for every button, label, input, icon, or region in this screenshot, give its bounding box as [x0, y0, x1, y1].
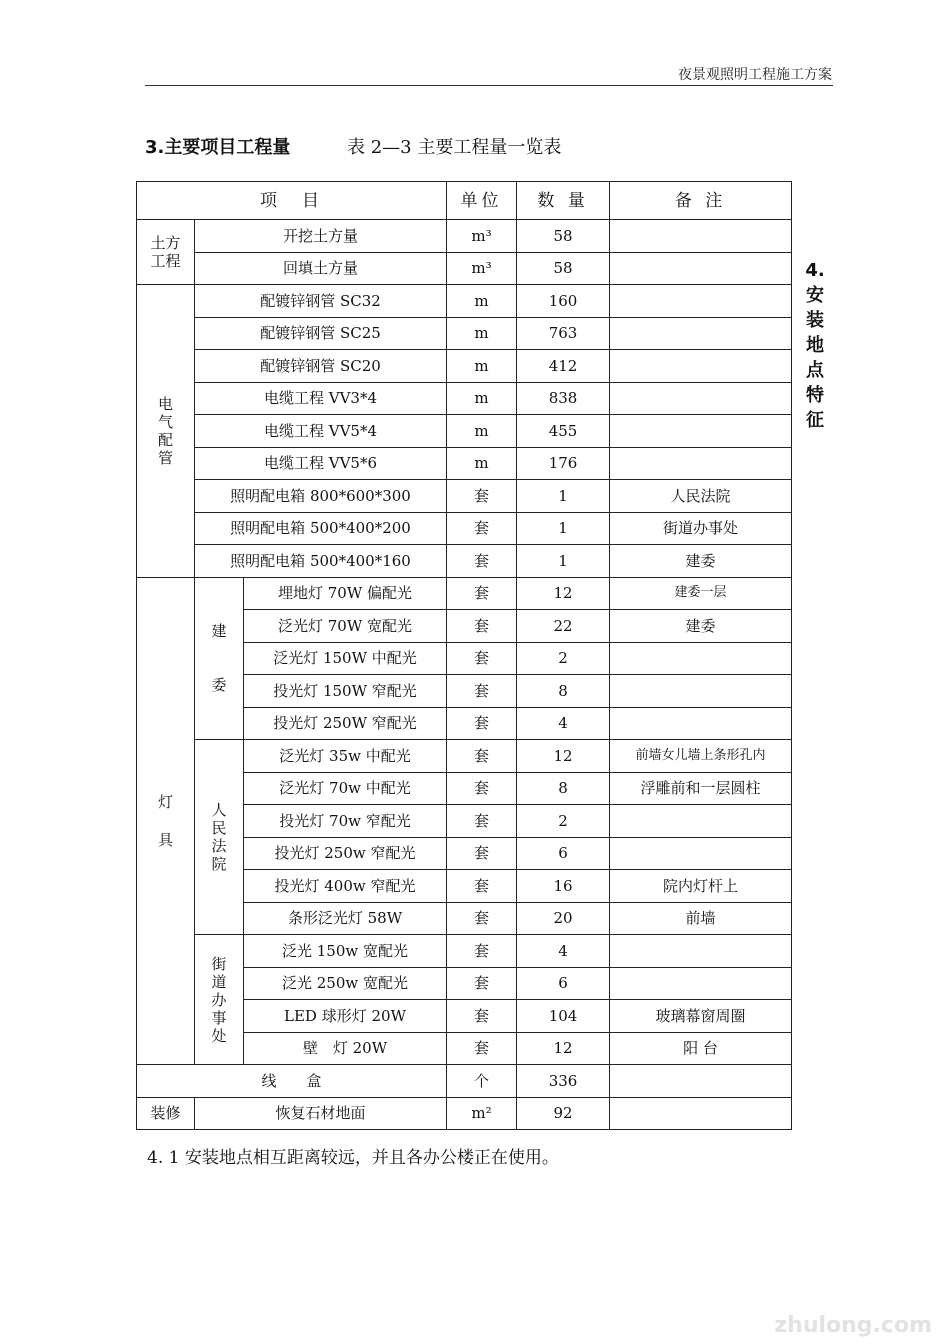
cell-unit: m³: [447, 252, 517, 285]
cell-note: [610, 447, 792, 480]
cell-unit: 套: [447, 675, 517, 708]
cell-qty: 8: [517, 675, 610, 708]
cell-note: [610, 1097, 792, 1130]
table-header-row: [137, 182, 792, 220]
cell-item: 投光灯 250W 窄配光: [244, 707, 447, 740]
cell-unit: 套: [447, 610, 517, 643]
cell-qty: 838: [517, 382, 610, 415]
cell-qty: 763: [517, 317, 610, 350]
subgroup-street-office: [195, 935, 244, 1065]
cell-item: 照明配电箱 500*400*160: [195, 545, 447, 578]
side-heading-char: 装: [806, 310, 824, 331]
cell-qty: 20: [517, 902, 610, 935]
group-label: 配: [157, 430, 173, 449]
table-row: [137, 350, 792, 383]
side-heading-char: 4.: [805, 260, 825, 281]
cell-note: 院内灯杆上: [610, 870, 792, 903]
cell-item: 配镀锌钢管 SC20: [195, 350, 447, 383]
cell-qty: 160: [517, 285, 610, 318]
cell-qty: 1: [517, 480, 610, 513]
cell-qty: 176: [517, 447, 610, 480]
group-label: 处: [211, 1026, 227, 1045]
cell-note: [610, 707, 792, 740]
group-label: 事: [211, 1008, 227, 1027]
cell-qty: 12: [517, 1032, 610, 1065]
cell-item: 泛光灯 150W 中配光: [244, 642, 447, 675]
cell-note: [610, 805, 792, 838]
group-label: 具: [157, 830, 173, 849]
cell-item: 条形泛光灯 58W: [244, 902, 447, 935]
group-label: 办: [211, 990, 227, 1009]
cell-item: 泛光 150w 宽配光: [244, 935, 447, 968]
cell-item: 配镀锌钢管 SC32: [195, 285, 447, 318]
cell-item: 电缆工程 VV5*6: [195, 447, 447, 480]
cell-item: 开挖土方量: [195, 220, 447, 253]
cell-qty: 22: [517, 610, 610, 643]
cell-unit: m: [447, 382, 517, 415]
cell-unit: 套: [447, 772, 517, 805]
watermark: zhulong.com: [774, 1313, 932, 1338]
cell-unit: 套: [447, 707, 517, 740]
cell-unit: m: [447, 350, 517, 383]
cell-note: 前墙女儿墙上条形孔内: [610, 740, 792, 773]
cell-unit: m: [447, 447, 517, 480]
cell-note: [610, 837, 792, 870]
cell-unit: 套: [447, 967, 517, 1000]
cell-note: 建委: [610, 545, 792, 578]
cell-note: 玻璃幕窗周圈: [610, 1000, 792, 1033]
cell-unit: 套: [447, 935, 517, 968]
cell-note: [610, 642, 792, 675]
cell-qty: 58: [517, 252, 610, 285]
cell-item: 埋地灯 70W 偏配光: [244, 577, 447, 610]
cell-qty: 58: [517, 220, 610, 253]
header-rule: [145, 85, 833, 86]
table-row: [137, 317, 792, 350]
cell-unit: 套: [447, 512, 517, 545]
table-row: [137, 415, 792, 448]
cell-note: [610, 350, 792, 383]
cell-qty: 16: [517, 870, 610, 903]
col-header-qty: 数 量: [517, 182, 610, 220]
cell-qty: 2: [517, 805, 610, 838]
cell-qty: 1: [517, 512, 610, 545]
group-label: 人: [211, 801, 227, 819]
side-heading-char: 安: [806, 285, 824, 306]
group-label: 法: [211, 837, 227, 855]
cell-qty: 455: [517, 415, 610, 448]
cell-note: 人民法院: [610, 480, 792, 513]
cell-item: 投光灯 400w 窄配光: [244, 870, 447, 903]
group-label: 工程: [150, 252, 181, 270]
side-heading-char: 地: [806, 335, 824, 356]
cell-unit: m³: [447, 220, 517, 253]
group-label: 街: [211, 954, 227, 973]
cell-qty: 1: [517, 545, 610, 578]
cell-qty: 12: [517, 577, 610, 610]
table-row: [137, 545, 792, 578]
cell-note: [610, 967, 792, 1000]
cell-item: 投光灯 150W 窄配光: [244, 675, 447, 708]
group-electrical: [137, 285, 195, 578]
cell-unit: 套: [447, 545, 517, 578]
cell-qty: 8: [517, 772, 610, 805]
cell-note: [610, 220, 792, 253]
cell-unit: 套: [447, 740, 517, 773]
group-label: 电: [157, 394, 173, 413]
cell-note: 阳 台: [610, 1032, 792, 1065]
cell-item: 泛光灯 70w 中配光: [244, 772, 447, 805]
cell-qty: 4: [517, 707, 610, 740]
table-row: [137, 252, 792, 285]
group-label: 委: [211, 676, 227, 695]
document-header-title: 夜景观照明工程施工方案: [678, 67, 832, 83]
cell-item: LED 球形灯 20W: [244, 1000, 447, 1033]
table-caption: 表 2—3 主要工程量一览表: [347, 137, 562, 158]
cell-qty: 6: [517, 837, 610, 870]
cell-qty: 336: [517, 1065, 610, 1098]
cell-qty: 2: [517, 642, 610, 675]
cell-note: [610, 382, 792, 415]
quantity-table: [136, 181, 792, 1130]
group-label: 管: [157, 448, 173, 467]
cell-unit: m: [447, 285, 517, 318]
side-heading: [803, 258, 827, 433]
cell-unit: 套: [447, 870, 517, 903]
cell-item: 配镀锌钢管 SC25: [195, 317, 447, 350]
cell-item: 照明配电箱 800*600*300: [195, 480, 447, 513]
cell-qty: 104: [517, 1000, 610, 1033]
col-header-unit: 单位: [447, 182, 517, 220]
group-label: 灯: [157, 792, 173, 811]
group-label: 道: [211, 972, 227, 991]
cell-unit: 个: [447, 1065, 517, 1098]
cell-qty: 92: [517, 1097, 610, 1130]
col-header-item: 项 目: [137, 182, 447, 220]
cell-item: 壁 灯 20W: [244, 1032, 447, 1065]
cell-note: [610, 1065, 792, 1098]
side-heading-char: 点: [806, 360, 824, 381]
group-label: 民: [211, 819, 227, 837]
cell-item: 线 盒: [137, 1065, 447, 1098]
table-row: [137, 1065, 792, 1098]
cell-note: 建委: [610, 610, 792, 643]
cell-note: [610, 317, 792, 350]
footer-note: 4. 1 安装地点相互距离较远，并且各办公楼正在使用。: [147, 1148, 559, 1168]
side-heading-char: 特: [806, 385, 824, 406]
cell-item: 恢复石材地面: [195, 1097, 447, 1130]
cell-unit: m²: [447, 1097, 517, 1130]
cell-item: 照明配电箱 500*400*200: [195, 512, 447, 545]
cell-note: 浮雕前和一层圆柱: [610, 772, 792, 805]
group-label: 建: [211, 622, 227, 641]
cell-note: 前墙: [610, 902, 792, 935]
cell-unit: 套: [447, 902, 517, 935]
cell-qty: 412: [517, 350, 610, 383]
section-heading: 3.主要项目工程量: [145, 137, 291, 158]
side-heading-char: 征: [806, 410, 824, 431]
cell-item: 投光灯 70w 窄配光: [244, 805, 447, 838]
group-label: 土方: [150, 234, 181, 252]
cell-unit: 套: [447, 480, 517, 513]
subgroup-court: [195, 740, 244, 935]
cell-item: 泛光灯 70W 宽配光: [244, 610, 447, 643]
cell-note: [610, 415, 792, 448]
cell-unit: 套: [447, 642, 517, 675]
table-row: [137, 577, 792, 610]
table-row: [137, 935, 792, 968]
group-earthwork: [137, 220, 195, 285]
table-row: [137, 512, 792, 545]
cell-note: [610, 285, 792, 318]
cell-unit: 套: [447, 805, 517, 838]
cell-note: 建委一层: [610, 577, 792, 610]
cell-note: [610, 935, 792, 968]
table-row: [137, 220, 792, 253]
col-header-note: 备 注: [610, 182, 792, 220]
cell-unit: 套: [447, 837, 517, 870]
group-lamps: [137, 577, 195, 1065]
group-label: 气: [157, 412, 173, 431]
table-row: [137, 285, 792, 318]
cell-note: [610, 252, 792, 285]
cell-qty: 12: [517, 740, 610, 773]
cell-qty: 6: [517, 967, 610, 1000]
cell-item: 泛光 250w 宽配光: [244, 967, 447, 1000]
cell-unit: 套: [447, 1000, 517, 1033]
subgroup-jianwei: [195, 577, 244, 740]
cell-qty: 4: [517, 935, 610, 968]
table-row: [137, 447, 792, 480]
table-row: [137, 1097, 792, 1130]
cell-item: 电缆工程 VV5*4: [195, 415, 447, 448]
cell-unit: m: [447, 317, 517, 350]
cell-unit: m: [447, 415, 517, 448]
group-decoration: 装修: [137, 1097, 195, 1130]
cell-item: 泛光灯 35w 中配光: [244, 740, 447, 773]
group-label: 院: [211, 855, 227, 873]
table-row: [137, 382, 792, 415]
cell-note: [610, 675, 792, 708]
table-row: [137, 480, 792, 513]
cell-item: 电缆工程 VV3*4: [195, 382, 447, 415]
cell-note: 街道办事处: [610, 512, 792, 545]
cell-unit: 套: [447, 1032, 517, 1065]
cell-item: 回填土方量: [195, 252, 447, 285]
cell-item: 投光灯 250w 窄配光: [244, 837, 447, 870]
cell-unit: 套: [447, 577, 517, 610]
table-row: [137, 740, 792, 773]
